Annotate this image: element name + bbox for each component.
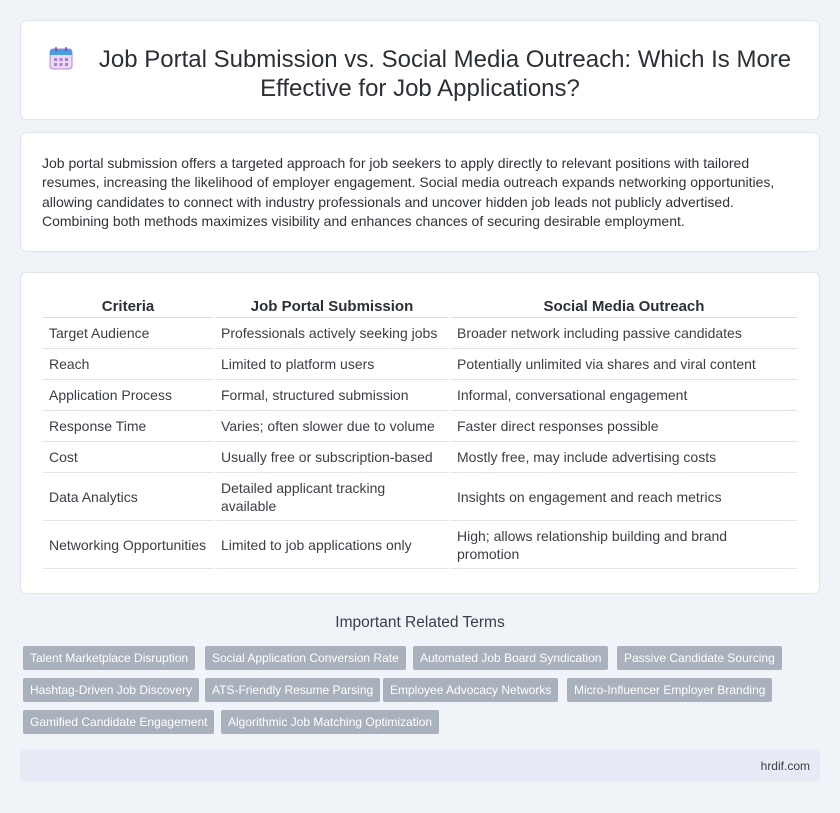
comparison-table (41, 296, 799, 569)
page-title-text: Job Portal Submission vs. Social Media Outreach: Which Is More Effective for Job Applications? (98, 46, 792, 102)
header-social-media: Social Media Outreach (451, 296, 797, 318)
calendar-icon (49, 47, 73, 70)
table-row (43, 318, 797, 349)
table-row (43, 521, 797, 569)
tag-algorithmic-job-matching-optimization[interactable]: Algorithmic Job Matching Optimization (221, 710, 439, 734)
cell-criteria: Reach (43, 349, 213, 380)
header-criteria: Criteria (43, 296, 213, 318)
page-title (21, 45, 819, 103)
cell-job-portal: Usually free or subscription-based (215, 442, 449, 473)
cell-social-media: High; allows relationship building and brand promotion (451, 521, 797, 569)
cell-criteria: Networking Opportunities (43, 521, 213, 569)
intro-card (20, 132, 820, 252)
tag-micro-influencer-employer-branding[interactable]: Micro-Influencer Employer Branding (567, 678, 772, 702)
footer-site-link[interactable]: hrdif.com (760, 759, 810, 773)
cell-job-portal: Formal, structured submission (215, 380, 449, 411)
tag-passive-candidate-sourcing[interactable]: Passive Candidate Sourcing (617, 646, 782, 670)
cell-social-media: Informal, conversational engagement (451, 380, 797, 411)
tag-talent-marketplace-disruption[interactable]: Talent Marketplace Disruption (23, 646, 195, 670)
table-row (43, 411, 797, 442)
cell-social-media: Broader network including passive candidates (451, 318, 797, 349)
cell-criteria: Response Time (43, 411, 213, 442)
cell-job-portal: Limited to job applications only (215, 521, 449, 569)
tag-social-application-conversion-rate[interactable]: Social Application Conversion Rate (205, 646, 406, 670)
tag-gamified-candidate-engagement[interactable]: Gamified Candidate Engagement (23, 710, 214, 734)
related-terms-title: Important Related Terms (335, 614, 505, 631)
cell-criteria: Cost (43, 442, 213, 473)
cell-criteria: Target Audience (43, 318, 213, 349)
table-row (43, 349, 797, 380)
cell-social-media: Mostly free, may include advertising costs (451, 442, 797, 473)
cell-social-media: Potentially unlimited via shares and viral content (451, 349, 797, 380)
tag-hashtag-driven-job-discovery[interactable]: Hashtag-Driven Job Discovery (23, 678, 199, 702)
title-card (20, 20, 820, 120)
table-row (43, 442, 797, 473)
cell-criteria: Application Process (43, 380, 213, 411)
cell-job-portal: Varies; often slower due to volume (215, 411, 449, 442)
tag-automated-job-board-syndication[interactable]: Automated Job Board Syndication (413, 646, 608, 670)
cell-social-media: Faster direct responses possible (451, 411, 797, 442)
cell-job-portal: Detailed applicant tracking available (215, 473, 449, 521)
tag-ats-friendly-resume-parsing[interactable]: ATS-Friendly Resume Parsing (205, 678, 380, 702)
intro-paragraph: Job portal submission offers a targeted approach for job seekers to apply directly to relevant positions with tailored resumes, increasing the likelihood of employer engagement. Social media outreach expands networking opportunities, allowing candidates to connect with industry professionals and uncover hidden job leads not publicly advertised. Combining both methods maximizes visibility and enhances chances of securing desirable employment. (42, 155, 775, 229)
cell-social-media: Insights on engagement and reach metrics (451, 473, 797, 521)
header-job-portal: Job Portal Submission (215, 296, 449, 318)
cell-job-portal: Limited to platform users (215, 349, 449, 380)
comparison-card (20, 272, 820, 594)
table-row (43, 473, 797, 521)
cell-criteria: Data Analytics (43, 473, 213, 521)
cell-job-portal: Professionals actively seeking jobs (215, 318, 449, 349)
table-row (43, 380, 797, 411)
tag-employee-advocacy-networks[interactable]: Employee Advocacy Networks (383, 678, 558, 702)
footer (20, 750, 820, 782)
